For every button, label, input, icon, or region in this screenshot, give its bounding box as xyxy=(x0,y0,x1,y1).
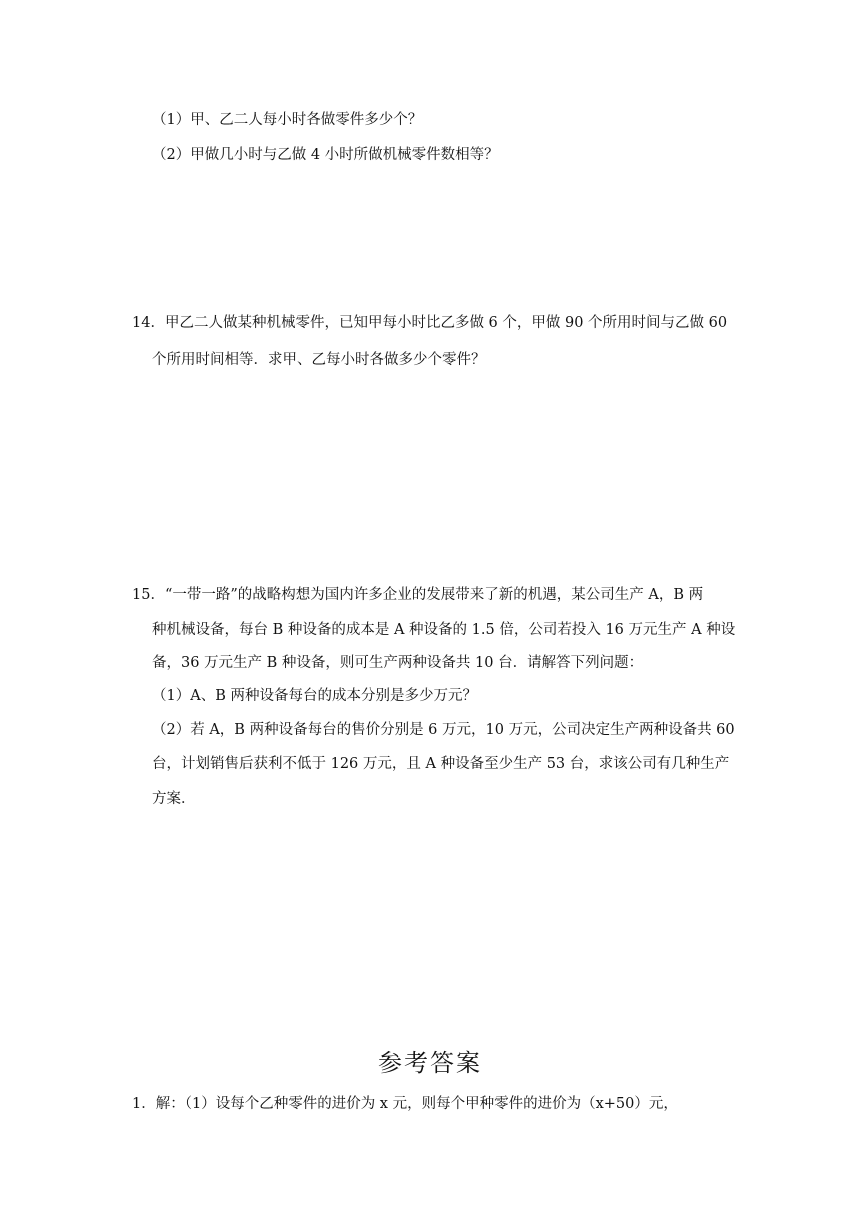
q15-sub1: （1）A、B 两种设备每台的成本分别是多少万元？ xyxy=(152,688,477,704)
answers-heading: 参考答案 xyxy=(378,1049,482,1077)
q15-line3: 备，36 万元生产 B 种设备，则可生产两种设备共 10 台．请解答下列问题： xyxy=(152,655,644,671)
q14-line2: 个所用时间相等．求甲、乙每小时各做多少个零件？ xyxy=(152,352,486,368)
q14-line1: 14．甲乙二人做某种机械零件，已知甲每小时比乙多做 6 个，甲做 90 个所用时间与乙做 60 xyxy=(132,315,728,331)
q15-sub2-line3: 方案． xyxy=(152,791,196,807)
q15-sub2-line2: 台，计划销售后获利不低于 126 万元，且 A 种设备至少生产 53 台，求该公司有几种生产 xyxy=(152,756,730,772)
q15-line1: 15．“一带一路”的战略构想为国内许多企业的发展带来了新的机遇，某公司生产 A，B 两 xyxy=(132,587,704,603)
answer1-line1: 1．解：（1）设每个乙种零件的进价为 x 元，则每个甲种零件的进价为（x+50）元， xyxy=(132,1096,678,1112)
q15-line2: 种机械设备，每台 B 种设备的成本是 A 种设备的 1.5 倍，公司若投入 16 万元生产 A 种设 xyxy=(152,622,736,638)
q13-sub1: （1）甲、乙二人每小时各做零件多少个？ xyxy=(152,112,423,128)
q15-sub2-line1: （2）若 A，B 两种设备每台的售价分别是 6 万元，10 万元，公司决定生产两种设备共 60 xyxy=(152,722,735,738)
q13-sub2: （2）甲做几小时与乙做 4 小时所做机械零件数相等？ xyxy=(152,147,499,163)
